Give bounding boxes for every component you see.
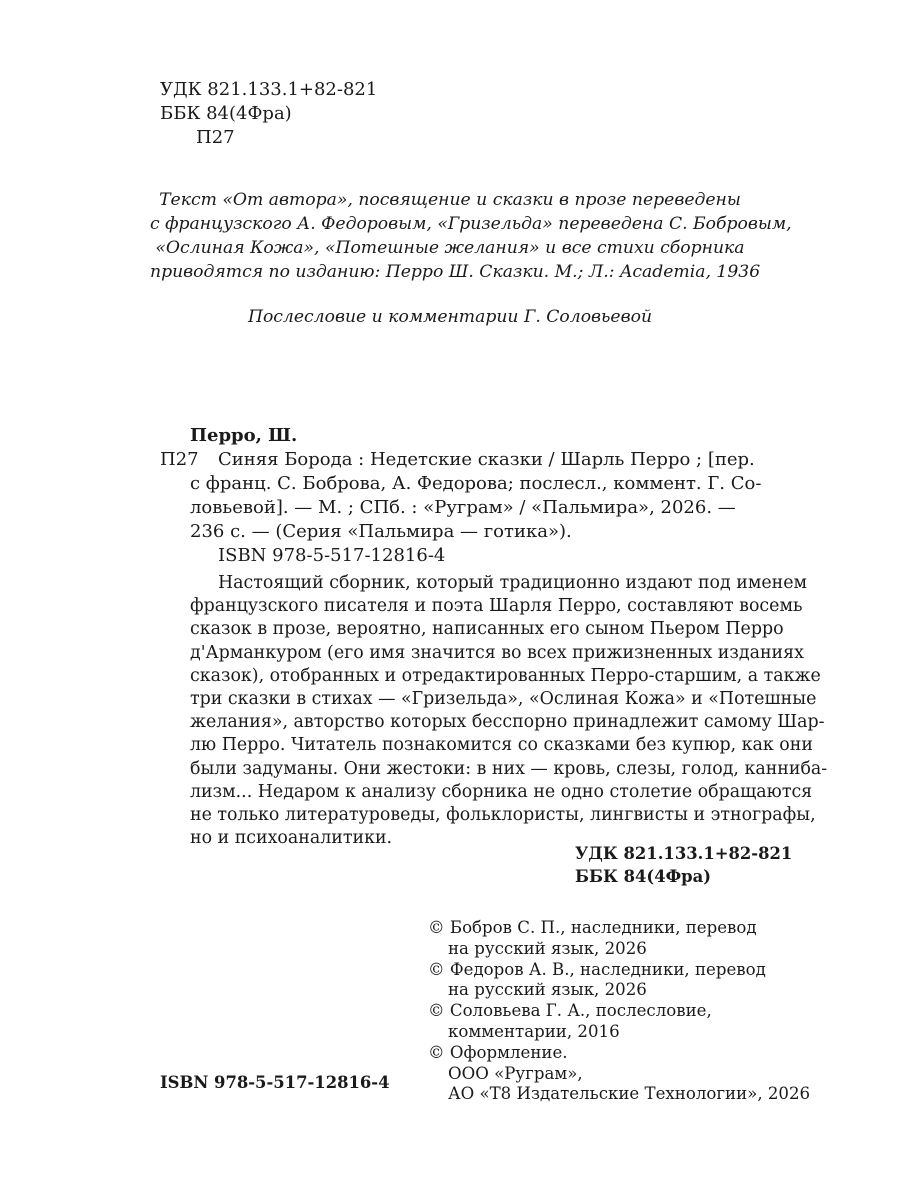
isbn-bottom: ISBN 978-5-517-12816-4	[160, 1073, 390, 1092]
annotation-line: сказок), отобранных и отредактированных Перро-старшим, а также	[190, 665, 821, 686]
copyright-line: © Бобров С. П., наследники, перевод	[428, 918, 757, 937]
annotation-line: лизм... Недаром к анализу сборника не одно столетие обращаются	[190, 781, 813, 802]
catalog-entry	[190, 448, 762, 544]
copyright-line: © Соловьева Г. А., послесловие,	[428, 1001, 712, 1021]
copyright-item	[428, 1001, 810, 1043]
copyright-item	[428, 960, 810, 1002]
annotation-line: французского писателя и поэта Шарля Перро, составляют восемь	[190, 596, 803, 617]
copyright-item	[428, 918, 810, 960]
annotation-line: д'Арманкуром (его имя значится во всех прижизненных изданиях	[190, 642, 804, 663]
copyright-line: © Оформление.	[428, 1042, 568, 1062]
annotation-line: лю Перро. Читатель познакомится со сказками без купюр, как они	[190, 735, 813, 756]
credits-line: «Ослиная Кожа», «Потешные желания» и все стихи сборника	[155, 238, 745, 258]
copyright-block	[428, 918, 810, 1105]
catalog-line: с франц. С. Боброва, А. Федорова; послесл., коммент. Г. Со-	[190, 473, 762, 494]
copyright-line: на русский язык, 2026	[448, 938, 647, 958]
catalog-code: П27	[160, 449, 199, 470]
udk-code-bottom: УДК 821.133.1+82-821	[575, 844, 793, 863]
annotation-line: были задуманы. Они жестоки: в них — кровь, слезы, голод, канниба-	[190, 758, 828, 779]
author-mark: П27	[196, 127, 235, 148]
annotation-line: сказок в прозе, вероятно, написанных его сыном Пьером Перро	[190, 619, 784, 640]
annotation-line: три сказки в стихах — «Гризельда», «Ослиная Кожа» и «Потешные	[190, 689, 817, 710]
credits-line: приводятся по изданию: Перро Ш. Сказки. М.; Л.: Academia, 1936	[150, 262, 761, 282]
catalog-line: ловьевой]. — М. ; СПб. : «Руграм» / «Пальмира», 2026. —	[190, 497, 736, 518]
copyright-item	[428, 1043, 810, 1105]
classification-block	[160, 78, 377, 150]
bbk-code: ББК 84(4Фра)	[160, 103, 292, 124]
copyright-line: на русский язык, 2026	[448, 980, 647, 1000]
bbk-code-bottom: ББК 84(4Фра)	[575, 867, 711, 886]
annotation-line: не только литературоведы, фольклористы, лингвисты и этнографы,	[190, 805, 816, 826]
credits-line: Текст «От автора», посвящение и сказки в прозе переведены	[159, 190, 741, 210]
catalog-line: Синяя Борода : Недетские сказки / Шарль Перро ; [пер.	[218, 449, 755, 470]
translation-credits	[150, 188, 792, 284]
copyright-line: АО «Т8 Издательские Технологии», 2026	[448, 1084, 811, 1104]
catalog-isbn: ISBN 978-5-517-12816-4	[218, 545, 446, 566]
credits-line: с французского А. Федоровым, «Гризельда» переведена С. Бобровым,	[150, 214, 792, 234]
afterword-credit: Послесловие и комментарии Г. Соловьевой	[247, 307, 653, 327]
catalog-line: 236 с. — (Серия «Пальмира — готика»).	[190, 521, 572, 542]
classification-codes-bottom	[575, 842, 792, 888]
annotation-line: но и психоаналитики.	[190, 828, 393, 849]
annotation-line: желания», авторство которых бесспорно принадлежит самому Шар-	[190, 712, 825, 733]
copyright-line: ООО «Руграм»,	[448, 1063, 583, 1083]
copyright-line: © Федоров А. В., наследники, перевод	[428, 959, 766, 979]
copyright-line: комментарии, 2016	[448, 1021, 620, 1041]
annotation	[190, 572, 828, 850]
catalog-author: Перро, Ш.	[190, 425, 298, 446]
udk-code: УДК 821.133.1+82-821	[160, 79, 378, 100]
annotation-line: Настоящий сборник, который традиционно издают под именем	[218, 573, 808, 593]
